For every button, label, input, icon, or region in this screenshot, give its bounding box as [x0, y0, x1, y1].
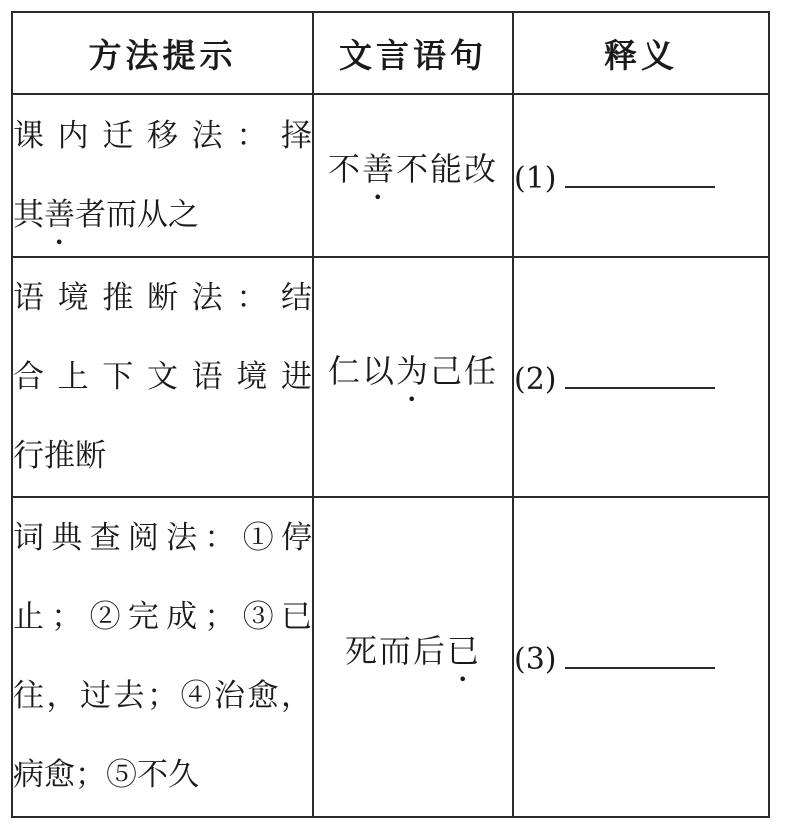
phrase-suffix: 不能改 [396, 150, 499, 188]
phrase-prefix: 死而后 [344, 631, 447, 670]
hint-line: 课内迁移法：择 [13, 117, 312, 154]
emphasized-character: 已 [447, 631, 482, 670]
table-row [12, 257, 769, 497]
table-row [12, 497, 769, 817]
emphasized-character: 为 [395, 351, 430, 390]
hint-text: 者而从之 [75, 196, 199, 233]
header-row [12, 12, 769, 94]
hint-line: 语境推断法：结 [13, 279, 312, 316]
header-method-hint: 方法提示 [12, 12, 313, 94]
answer-label: (1) [514, 160, 557, 196]
method-hint-cell [12, 497, 313, 817]
answer-label: (3) [514, 642, 557, 677]
emphasized-character: 善 [44, 196, 75, 233]
hint-line: 合上下文语境进 [13, 358, 312, 395]
answer-blank[interactable] [565, 357, 715, 389]
classical-sentence-cell [313, 497, 513, 817]
meaning-cell [513, 497, 769, 817]
hint-line: 止；②完成；③已 [13, 599, 312, 635]
hint-line: 行推断 [13, 437, 106, 474]
classical-sentence-cell [313, 257, 513, 497]
hint-line: 往，过去；④治愈， [13, 678, 312, 714]
hint-line [13, 176, 312, 255]
header-classical-sentence: 文言语句 [313, 12, 513, 94]
phrase-suffix: 己任 [430, 351, 499, 390]
meaning-cell [513, 94, 769, 257]
table-row [12, 94, 769, 257]
answer-label: (2) [514, 362, 557, 397]
meaning-cell [513, 257, 769, 497]
hint-line: 病愈；⑤不久 [13, 757, 199, 793]
hint-line: 词典查阅法：①停 [13, 520, 312, 556]
answer-blank[interactable] [565, 156, 715, 188]
method-hint-cell [12, 94, 313, 257]
emphasized-character: 善 [361, 150, 396, 188]
hint-line-text [13, 197, 199, 233]
hint-text: 其 [13, 196, 44, 233]
answer-blank[interactable] [565, 637, 715, 669]
phrase-prefix: 不 [327, 150, 362, 188]
classical-sentence-cell [313, 94, 513, 257]
phrase-prefix: 仁以 [327, 351, 396, 390]
method-hint-cell [12, 257, 313, 497]
classical-chinese-method-table [11, 11, 770, 818]
header-meaning: 释义 [513, 12, 769, 94]
